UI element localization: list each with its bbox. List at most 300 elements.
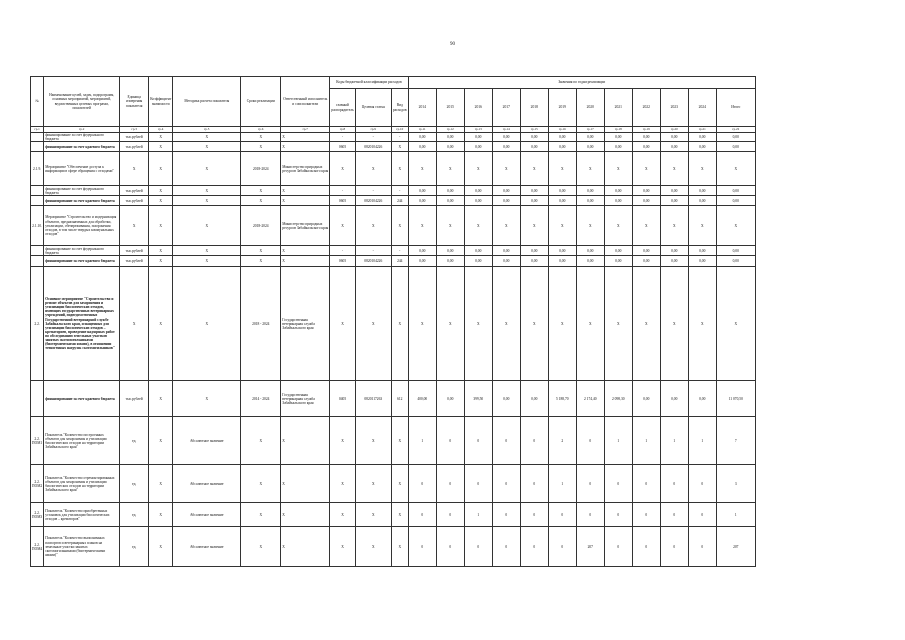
table-cell: 0,00	[492, 142, 520, 152]
table-cell: Х	[632, 267, 660, 381]
header-year: 2023	[660, 89, 688, 127]
table-cell: 0,00	[464, 186, 492, 196]
table-cell: Х	[173, 186, 241, 196]
table-cell: Х	[355, 465, 391, 503]
table-cell: Абсолютное значение	[173, 503, 241, 527]
table-cell: 2014 - 2024	[241, 381, 281, 417]
table-cell: 0,00	[492, 186, 520, 196]
table-cell: Х	[548, 152, 576, 186]
table-cell: 2 174,40	[576, 381, 604, 417]
table-cell: 0,00	[520, 186, 548, 196]
table-cell: Х	[241, 417, 281, 465]
header-expense: Вид расходов	[391, 89, 408, 127]
table-cell: Х	[281, 417, 330, 465]
table-cell: Х	[576, 152, 604, 186]
table-cell: Мероприятие "Строительство и модернизация объектов, предназначенных для обработки, утилизации, обезвреживания, захоронения отходов, в том числе твердых коммунальных отходов"	[44, 206, 120, 246]
table-cell: ед.	[120, 465, 149, 503]
table-cell	[31, 186, 44, 196]
table-cell: Х	[548, 267, 576, 381]
table-row	[31, 152, 756, 186]
table-cell: Х	[330, 152, 356, 186]
table-cell: Х	[464, 152, 492, 186]
table-cell: 0,00	[436, 256, 464, 267]
table-cell: 0,00	[660, 381, 688, 417]
header-year: 2018	[520, 89, 548, 127]
table-cell: 207	[576, 527, 604, 567]
table-cell: финансирование за счет федерального бюджета	[44, 186, 120, 196]
table-cell: Государственная ветеринарная служба Забайкальского края	[281, 267, 330, 381]
table-cell: Х	[330, 206, 356, 246]
header-year: 2024	[688, 89, 716, 127]
table-cell: 0	[520, 527, 548, 567]
table-cell: финансирование за счет федерального бюджета	[44, 133, 120, 142]
header-section: главный распорядитель	[330, 89, 356, 127]
table-row	[31, 267, 756, 381]
table-cell: 0,00	[464, 142, 492, 152]
table-cell: 0	[576, 465, 604, 503]
table-cell: 1	[548, 465, 576, 503]
table-cell: Х	[408, 267, 436, 381]
table-cell: Х	[436, 206, 464, 246]
table-cell: Х	[464, 206, 492, 246]
table-cell: 0,00	[408, 186, 436, 196]
table-cell: 0,00	[604, 186, 632, 196]
table-cell: Х	[632, 152, 660, 186]
table-cell: 0,00	[576, 133, 604, 142]
column-number-cell: гр.12	[436, 127, 464, 133]
table-cell	[31, 142, 44, 152]
table-cell: 0	[604, 503, 632, 527]
header-term: Сроки реализации	[241, 77, 281, 127]
table-cell: 0	[548, 527, 576, 567]
table-cell: Х	[173, 206, 241, 246]
column-number-cell: гр.9	[355, 127, 391, 133]
table-cell: 0820104226	[355, 196, 391, 206]
table-cell: Х	[492, 206, 520, 246]
table-cell: 0,00	[520, 246, 548, 256]
table-cell: 0605	[330, 256, 356, 267]
table-cell: Х	[241, 256, 281, 267]
table-cell: 0,00	[520, 256, 548, 267]
table-cell: Х	[391, 527, 408, 567]
table-cell: 1	[464, 503, 492, 527]
table-cell: Х	[330, 503, 356, 527]
column-number-cell: гр.8	[330, 127, 356, 133]
column-number-cell: гр.10	[391, 127, 408, 133]
table-cell: Х	[391, 152, 408, 186]
table-cell: 0,00	[688, 196, 716, 206]
table-cell: 1	[660, 417, 688, 465]
table-cell: 244	[391, 196, 408, 206]
header-year: 2020	[576, 89, 604, 127]
program-table	[30, 76, 756, 567]
table-cell: 0	[436, 527, 464, 567]
column-number-cell: гр.20	[660, 127, 688, 133]
table-cell: Х	[464, 267, 492, 381]
table-cell: Х	[716, 206, 755, 246]
table-cell: Х	[632, 206, 660, 246]
table-cell: 0,00	[660, 256, 688, 267]
table-cell: тыс.рублей	[120, 133, 149, 142]
table-cell: 0,00	[660, 246, 688, 256]
table-cell: 0	[408, 465, 436, 503]
table-cell: 0	[604, 527, 632, 567]
table-cell: 0,00	[548, 246, 576, 256]
table-cell: финансирование за счет краевого бюджета	[44, 381, 120, 417]
table-cell: Мероприятие "Обеспечение доступа к информации в сфере обращения с отходами"	[44, 152, 120, 186]
table-cell: тыс.рублей	[120, 246, 149, 256]
table-cell: 0,00	[548, 142, 576, 152]
table-cell: -	[355, 186, 391, 196]
table-row	[31, 246, 756, 256]
table-cell: 207	[716, 527, 755, 567]
table-cell: Х	[716, 152, 755, 186]
table-cell: Х	[355, 267, 391, 381]
table-cell: Х	[408, 152, 436, 186]
table-cell: 1	[408, 417, 436, 465]
table-cell: 244	[391, 256, 408, 267]
table-cell: Х	[436, 152, 464, 186]
header-year: 2014	[408, 89, 436, 127]
table-cell: Х	[120, 206, 149, 246]
table-cell: 0	[548, 503, 576, 527]
header-budget-class: Коды бюджетной классификации расходов	[330, 77, 409, 89]
table-cell: Х	[355, 503, 391, 527]
table-cell: Х	[149, 381, 173, 417]
table-row	[31, 206, 756, 246]
header-num: №	[31, 77, 44, 127]
table-cell: 0,00	[548, 256, 576, 267]
table-cell: 0,00	[604, 256, 632, 267]
table-cell: тыс.рублей	[120, 196, 149, 206]
column-number-cell: гр.21	[688, 127, 716, 133]
table-cell: Х	[688, 152, 716, 186]
table-cell: 0,00	[716, 256, 755, 267]
table-cell: Х	[149, 133, 173, 142]
header-year: 2017	[492, 89, 520, 127]
table-cell: 0,00	[632, 381, 660, 417]
table-row	[31, 196, 756, 206]
table-cell: финансирование за счет краевого бюджета	[44, 256, 120, 267]
table-cell: 0,00	[408, 142, 436, 152]
table-cell: -	[391, 133, 408, 142]
table-cell: Х	[330, 267, 356, 381]
table-cell: Х	[604, 267, 632, 381]
table-cell: 2.2. ПОМ2	[31, 465, 44, 503]
column-number-cell: гр.1	[31, 127, 44, 133]
table-row	[31, 381, 756, 417]
table-cell: 0,00	[604, 196, 632, 206]
table-cell: Х	[576, 267, 604, 381]
table-cell: Х	[149, 527, 173, 567]
column-number-cell: гр.3	[120, 127, 149, 133]
table-cell: ед.	[120, 527, 149, 567]
header-values: Значения по годам реализации	[408, 77, 755, 89]
table-cell: тыс.рублей	[120, 256, 149, 267]
table-cell: 2.2.	[31, 267, 44, 381]
table-cell: 2018 - 2024	[241, 267, 281, 381]
table-cell: 400,00	[408, 381, 436, 417]
table-cell: 0,00	[716, 196, 755, 206]
table-cell	[31, 256, 44, 267]
table-cell: 5 188,70	[548, 381, 576, 417]
header-year: 2015	[436, 89, 464, 127]
table-cell: 0	[520, 503, 548, 527]
table-cell: 0,00	[660, 133, 688, 142]
table-cell: 0,00	[520, 381, 548, 417]
table-cell: Показатель "Количество выполненных паспортов и ветеринарных планов на земельные участки занятых скотомогильниками (биотермическими ямами)"	[44, 527, 120, 567]
table-cell: 0,00	[632, 196, 660, 206]
table-cell: Х	[173, 381, 241, 417]
table-cell: Х	[241, 142, 281, 152]
table-cell: Абсолютное значение	[173, 417, 241, 465]
table-cell: 0,00	[464, 133, 492, 142]
header-unit: Единица измерения показателя	[120, 77, 149, 127]
table-cell: 2	[548, 417, 576, 465]
table-cell: 0,00	[660, 142, 688, 152]
table-cell: Х	[408, 206, 436, 246]
table-cell: 0	[464, 465, 492, 503]
table-cell: 0,00	[464, 246, 492, 256]
table-cell: финансирование за счет краевого бюджета	[44, 142, 120, 152]
table-cell: Х	[660, 206, 688, 246]
table-cell: 0	[632, 465, 660, 503]
table-cell: Х	[149, 246, 173, 256]
table-cell: Х	[520, 206, 548, 246]
table-cell	[31, 133, 44, 142]
table-cell	[31, 246, 44, 256]
column-number-cell: гр.11	[408, 127, 436, 133]
table-cell: 0,00	[688, 246, 716, 256]
table-cell: Государственная ветеринарная служба Забайкальского края	[281, 381, 330, 417]
table-cell: Х	[520, 152, 548, 186]
table-cell: 399,50	[464, 381, 492, 417]
table-cell: Х	[149, 152, 173, 186]
table-row	[31, 417, 756, 465]
column-number-cell: гр.19	[632, 127, 660, 133]
table-cell: -	[355, 133, 391, 142]
table-cell: Х	[241, 246, 281, 256]
table-cell: Х	[281, 186, 330, 196]
table-cell: 1	[604, 417, 632, 465]
header-name: Наименование целей, задач, подпрограмм, основных мероприятий, мероприятий, ведомственных целевых программ, показателей	[44, 77, 120, 127]
table-cell: финансирование за счет краевого бюджета	[44, 196, 120, 206]
table-cell: 1	[716, 503, 755, 527]
table-cell: 0	[520, 465, 548, 503]
table-cell: 0,00	[576, 186, 604, 196]
table-cell: Х	[355, 527, 391, 567]
table-cell: 0,00	[548, 186, 576, 196]
table-cell: Х	[688, 206, 716, 246]
table-cell: 0,00	[436, 186, 464, 196]
table-cell: 0	[436, 417, 464, 465]
table-cell: Министерство природных ресурсов Забайкальского края	[281, 206, 330, 246]
table-cell: 0,00	[632, 142, 660, 152]
table-cell: Х	[492, 267, 520, 381]
table-cell: 0,00	[576, 256, 604, 267]
table-cell: Показатель "Количество приобретенных установок для утилизации биологических отходов – крематоров"	[44, 503, 120, 527]
table-cell: 0,00	[436, 381, 464, 417]
table-row	[31, 256, 756, 267]
table-cell: 0	[688, 465, 716, 503]
table-cell: Х	[120, 267, 149, 381]
table-cell: Х	[660, 152, 688, 186]
page-number: 90	[450, 42, 455, 47]
table-cell: 0	[492, 417, 520, 465]
table-cell: 0	[436, 465, 464, 503]
table-cell: Х	[149, 256, 173, 267]
table-cell: Х	[576, 206, 604, 246]
table-cell: 0,00	[688, 133, 716, 142]
table-cell: 0,00	[632, 186, 660, 196]
table-cell: Х	[330, 465, 356, 503]
column-number-cell: гр.7	[281, 127, 330, 133]
table-cell: 0,00	[436, 246, 464, 256]
table-cell: Х	[281, 133, 330, 142]
header-coefficient: Коэффициент значимости	[149, 77, 173, 127]
table-row	[31, 465, 756, 503]
table-cell: 0,00	[632, 246, 660, 256]
column-number-cell: гр.15	[520, 127, 548, 133]
table-cell: Х	[492, 152, 520, 186]
table-cell: 0,00	[520, 142, 548, 152]
table-cell: 0,00	[492, 133, 520, 142]
table-cell: Х	[355, 152, 391, 186]
table-cell: 0,00	[436, 133, 464, 142]
table-cell: 0,00	[688, 381, 716, 417]
table-cell: -	[330, 133, 356, 142]
table-cell: Показатель "Количество отремонтированных объектов для захоронения и утилизации биологических отходов на территории Забайкальского края"	[44, 465, 120, 503]
table-cell: Х	[173, 152, 241, 186]
table-cell: 0	[660, 503, 688, 527]
table-cell: 0	[492, 527, 520, 567]
table-cell: 0,00	[688, 256, 716, 267]
table-cell: Х	[241, 527, 281, 567]
header-method: Методика расчета показателя	[173, 77, 241, 127]
table-cell: 2018-2024	[241, 152, 281, 186]
table-cell: Х	[281, 527, 330, 567]
table-cell: 0	[688, 503, 716, 527]
table-cell: 0	[632, 503, 660, 527]
table-cell: 0,00	[464, 196, 492, 206]
table-cell: 3	[716, 465, 755, 503]
column-number-cell: гр.22	[716, 127, 755, 133]
table-cell: 0,00	[464, 256, 492, 267]
table-row	[31, 503, 756, 527]
table-cell: Х	[173, 246, 241, 256]
table-cell: Х	[688, 267, 716, 381]
table-cell: Х	[604, 152, 632, 186]
column-number-cell: гр.4	[149, 127, 173, 133]
table-cell: 0,00	[688, 142, 716, 152]
table-cell: 0,00	[520, 133, 548, 142]
table-row	[31, 142, 756, 152]
table-cell	[31, 381, 44, 417]
table-cell: Х	[660, 267, 688, 381]
table-cell: -	[391, 186, 408, 196]
table-cell: Министерство природных ресурсов Забайкальского края	[281, 152, 330, 186]
table-cell: Х	[173, 256, 241, 267]
table-cell: 2.1.10.	[31, 206, 44, 246]
table-cell: Абсолютное значение	[173, 527, 241, 567]
table-cell: 0	[464, 417, 492, 465]
table-cell: Х	[149, 417, 173, 465]
table-cell: 0	[464, 527, 492, 567]
column-number-cell: гр.5	[173, 127, 241, 133]
table-cell: Х	[716, 267, 755, 381]
table-cell: Х	[149, 267, 173, 381]
table-cell: ед.	[120, 417, 149, 465]
table-cell: 0820104226	[355, 142, 391, 152]
table-cell: -	[330, 186, 356, 196]
table-cell: 0	[492, 465, 520, 503]
header-responsible: Ответственный исполнитель и соисполнители	[281, 77, 330, 127]
table-cell: 0,00	[408, 256, 436, 267]
table-cell: 1	[688, 417, 716, 465]
table-cell: Х	[548, 206, 576, 246]
table-cell: Х	[241, 133, 281, 142]
table-cell: Х	[391, 503, 408, 527]
table-cell: 0	[408, 503, 436, 527]
table-cell: 0,00	[548, 196, 576, 206]
table-cell	[31, 196, 44, 206]
header-year: 2019	[548, 89, 576, 127]
table-cell: Х	[391, 465, 408, 503]
table-cell: 0,00	[492, 381, 520, 417]
table-cell: 0,00	[660, 186, 688, 196]
column-number-cell: гр.2	[44, 127, 120, 133]
header-year: 2021	[604, 89, 632, 127]
table-cell: -	[330, 246, 356, 256]
table-cell: 2.2. ПОМ1	[31, 417, 44, 465]
table-cell: 0,00	[716, 246, 755, 256]
header-year: 2022	[632, 89, 660, 127]
table-cell: 2.1.9.	[31, 152, 44, 186]
table-cell: 0	[632, 527, 660, 567]
table-cell: Х	[173, 267, 241, 381]
table-cell: Показатель "Количество построенных объектов для захоронения и утилизации биологических отходов на территории Забайкальского края"	[44, 417, 120, 465]
table-cell: -	[391, 246, 408, 256]
table-cell: 0	[408, 527, 436, 567]
table-cell: Х	[241, 186, 281, 196]
header-target: Целевая статья	[355, 89, 391, 127]
table-cell: 0,00	[408, 246, 436, 256]
table-cell: 0,00	[660, 196, 688, 206]
table-cell: 0,00	[716, 142, 755, 152]
table-cell: Х	[241, 196, 281, 206]
table-cell: 612	[391, 381, 408, 417]
table-cell: Х	[120, 152, 149, 186]
table-cell: тыс.рублей	[120, 381, 149, 417]
table-cell: Х	[173, 133, 241, 142]
table-cell: 0,00	[408, 133, 436, 142]
table-cell: Х	[355, 417, 391, 465]
column-number-cell: гр.17	[576, 127, 604, 133]
table-cell: Х	[436, 267, 464, 381]
table-cell: Х	[604, 206, 632, 246]
table-cell: 0,00	[436, 196, 464, 206]
table-cell: Основное мероприятие "Строительство и ремонт объектов для захоронения и утилизации биологических отходов, имеющих государственных ветеринарных учреждений, подведомственных Государственной ветеринарной службе Забайкальского края, оснащенных для утилизации биологических отходов – крематориев, проведение надзорных работ по обследованию земельных участков занятых скотомогильниками (биотермическими ямами), в отношении техногенных нагрузок скотомогильников"	[44, 267, 120, 381]
table-cell: тыс.рублей	[120, 186, 149, 196]
table-cell: Х	[281, 256, 330, 267]
table-cell: Х	[391, 417, 408, 465]
table-cell: Х	[281, 503, 330, 527]
table-cell: Х	[355, 206, 391, 246]
table-cell: 0,00	[520, 196, 548, 206]
column-number-cell: гр.13	[464, 127, 492, 133]
column-number-cell: гр.16	[548, 127, 576, 133]
table-cell: Х	[149, 142, 173, 152]
